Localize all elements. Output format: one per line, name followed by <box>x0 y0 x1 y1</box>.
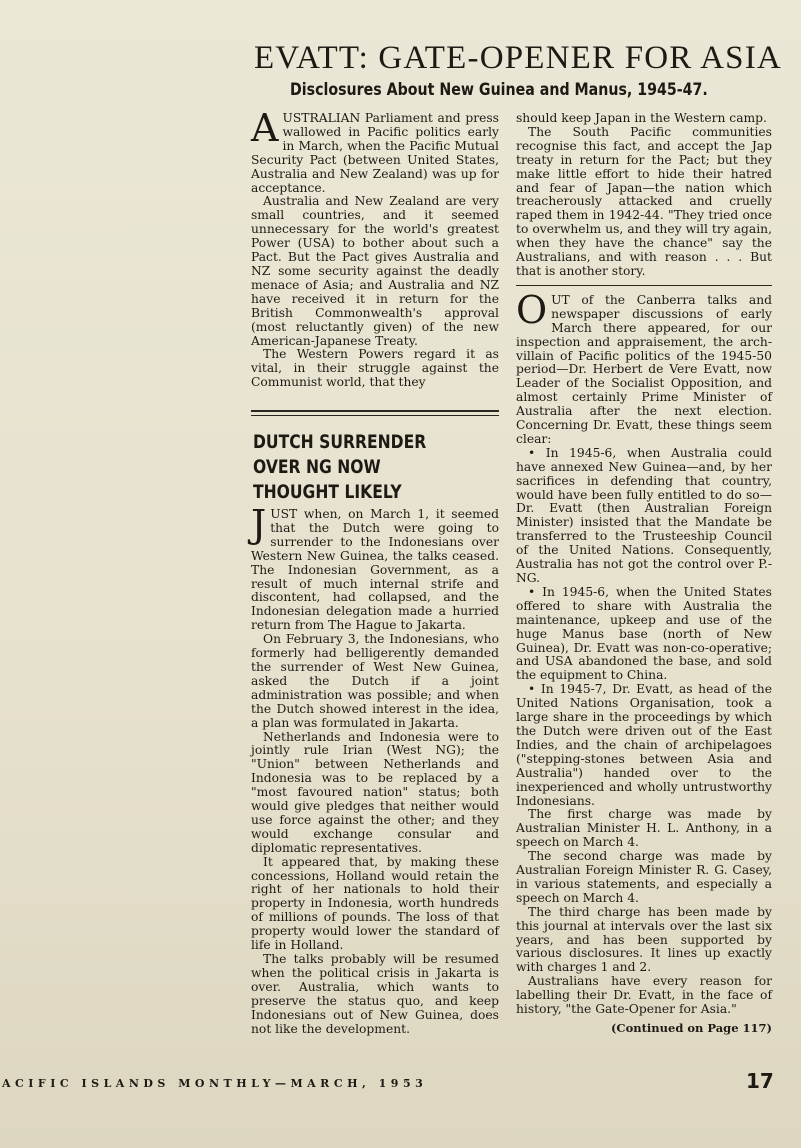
middle-column <box>251 106 499 390</box>
divider <box>251 410 499 412</box>
article-paragraph: It appeared that, by making these concessions, Holland would retain the right of her nationals to hold their property in Indonesia, worth hundreds of millions of pounds. The loss of that property would lower the standard of life in Holland. <box>251 854 499 953</box>
article-paragraph: OUT of the Canberra talks and newspaper discussions of early March there appeared, for our inspection and appraisement, the arch-villain of Pacific politics of the 1945-50 period—Dr. Herbert de Vere Evatt, now Leader of the Socialist Opposition, and almost certainly Prime Minister of Australia after the next election. Concerning Dr. Evatt, these things seem clear: <box>516 287 772 446</box>
divider <box>516 279 772 286</box>
dutch-article <box>251 502 499 1036</box>
article-paragraph: On February 3, the Indonesians, who formerly had belligerently demanded the surrender of West New Guinea, asked the Dutch if a joint administration was possible; and when the Dutch showed interest in the idea, a plan was formulated in Jakarta. <box>251 632 499 730</box>
article-paragraph: The second charge was made by Australian Foreign Minister R. G. Casey, in various statements, and especially a speech on March 4. <box>516 849 772 905</box>
bullet-point: • In 1945-6, when the United States offered to share with Australia the maintenance, upkeep and use of the huge Manus base (north of New Guinea), Dr. Evatt was non-co-operative; and USA abandoned the base, and sold the equipment to China. <box>516 584 772 683</box>
continued-note: (Continued on Page 117) <box>610 1021 772 1035</box>
right-column <box>516 112 772 1035</box>
article-paragraph: Netherlands and Indonesia were to jointly rule Irian (West NG); the "Union" between Netherlands and Indonesia was to be replaced by a "most favoured nation" status; both would give pledges that neither would use force against the other; and they would exchange consular and diplomatic representatives. <box>251 729 499 855</box>
bullet-point: • In 1945-6, when Australia could have annexed New Guinea—and, by her sacrifices in defending that country, would have been fully entitled to do so—Dr. Evatt (then Australian Foreign Minister) insisted that the Mandate be transferred to the Trusteeship Council of the United Nations. Consequently, Australia has not got the control over P.-NG. <box>516 445 772 585</box>
article-paragraph: The South Pacific communities recognise this fact, and accept the Jap treaty in return for the Pact; but they make little effort to hide their hatred and fear of Japan—the nation which treacherously attacked and cruelly raped them in 1942-44. "They tried once to overwhelm us, and they will try again, when they have the chance" say the Australians, and with reason . . . But that is another story. <box>516 124 772 278</box>
drop-cap: J <box>251 502 267 546</box>
article-paragraph: AUSTRALIAN Parliament and press wallowed in Pacific politics early in March, when the Pacific Mutual Security Pact (between United States, Australia and New Zealand) was up for acceptance. <box>251 106 499 195</box>
bullet-point: • In 1945-7, Dr. Evatt, as head of the United Nations Organisation, took a large share in the proceedings by which the Dutch were driven out of the East Indies, and the chain of archipelagoes ("stepping-stones between Asia and Australia") handed over to the inexperienced and wholly untrustworthy Indonesians. <box>516 682 772 808</box>
subtitle: Disclosures About New Guinea and Manus, 1945-47. <box>290 80 708 99</box>
article-paragraph: should keep Japan in the Western camp. <box>516 111 767 125</box>
article-paragraph: The first charge was made by Australian Minister H. L. Anthony, in a speech on March 4. <box>516 807 772 850</box>
article-paragraph: The third charge has been made by this journal at intervals over the last six years, and has been supported by various disclosures. It lines up exactly with charges 1 and 2. <box>516 904 772 975</box>
article-paragraph: Australians have every reason for labelling their Dr. Evatt, in the face of history, "the Gate-Opener for Asia." <box>516 974 772 1017</box>
drop-cap: A <box>251 106 279 150</box>
article-paragraph: Australia and New Zealand are very small countries, and it seemed unnecessary for the world's greatest Power (USA) to bother about such a Pact. But the Pact gives Australia and NZ some security against the deadly menace of Asia; and Australia and NZ have received it in return for the British Commonwealth's approval (most reluctantly given) of the new American-Japanese Treaty. <box>251 194 499 348</box>
article-paragraph: JUST when, on March 1, it seemed that the Dutch were going to surrender to the Indonesians over Western New Guinea, the talks ceased. The Indonesian Government, as a result of much internal strife and discontent, had collapsed, and the Indonesian delegation made a hurried return from The Hague to Jakarta. <box>251 502 499 633</box>
page-number: 17 <box>746 1069 774 1093</box>
drop-cap: O <box>516 287 548 332</box>
dutch-heading: DUTCH SURRENDER OVER NG NOW THOUGHT LIKELY <box>253 431 427 503</box>
footer-text: ACIFIC ISLANDS MONTHLY—MARCH, 1953 <box>2 1077 428 1090</box>
article-paragraph: The Western Powers regard it as vital, in their struggle against the Communist world, that they <box>251 347 499 390</box>
article-paragraph: The talks probably will be resumed when the political crisis in Jakarta is over. Australia, which wants to preserve the status quo, and keep Indonesians out of New Guinea, does not like the development. <box>251 952 499 1036</box>
divider <box>251 415 499 416</box>
main-title: EVATT: GATE-OPENER FOR ASIA <box>254 40 782 76</box>
